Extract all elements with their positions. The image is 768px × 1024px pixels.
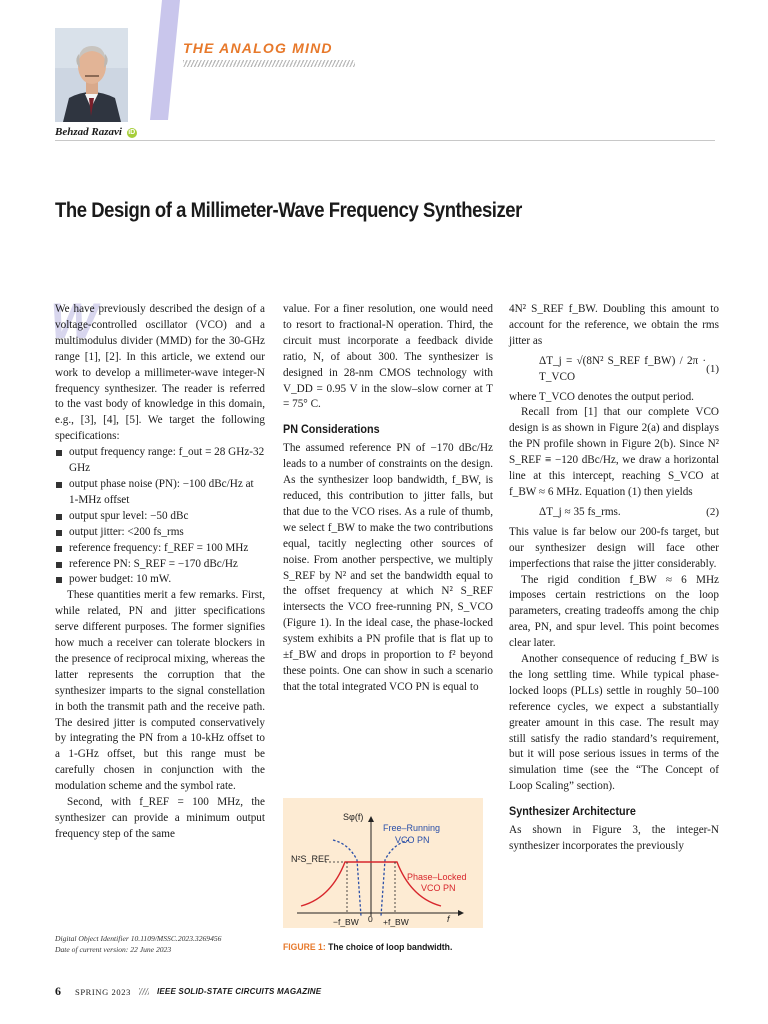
equation-1-number: (1) [706,362,719,375]
equation-1-body: ΔT_j = √(8N² S_REF f_BW) / 2π · T_VCO [539,354,707,383]
body-paragraph: Second, with f_REF = 100 MHz, the synthesizer can provide a minimum output frequency step of the same [55,796,265,840]
body-paragraph: where T_VCO denotes the output period. [509,390,694,403]
spec-item: output spur level: −50 dBc [55,509,265,525]
section-heading: Synthesizer Architecture [509,804,636,819]
doi-line: Digital Object Identifier 10.1109/MSSC.2023.3269456 [55,934,222,943]
spec-item: output phase noise (PN): −100 dBc/Hz at 1-MHz offset [55,477,265,509]
level-label: N²S_REF [291,854,330,864]
spec-item: power budget: 10 mW. [55,572,265,588]
body-paragraph: The assumed reference PN of −170 dBc/Hz leads to a number of constraints on the design. As the synthesizer loop bandwidth, f_BW, is reduced, this contribution to jitter falls, but that due to the VCO rises. As a rule of thumb, we select f_BW to make the two contributions equal, tacitly neglecting other sources of noise. From another perspective, we multiply S_REF by N² and set the bandwidth equal to the offset frequency at which N² S_REF intersects the VCO free-running PN, S_VCO (Figure 1). In the ideal case, the phase-locked system exhibits a PN profile that is flat up to ±f_BW and drops in proportion to f² beyond these points. One can show in such a scenario that the total integrated VCO PN is equal to [283,442,493,693]
body-paragraph: 4N² S_REF f_BW. Doubling this amount to account for the reference, we obtain the rms jitter as [509,303,719,347]
author-photo [55,28,128,122]
locked-label: VCO PN [421,883,456,893]
column-1 [55,302,265,843]
spec-item: output jitter: <200 fs_rms [55,525,265,541]
body-paragraph: As shown in Figure 3, the integer-N synthesizer incorporates the previously [509,824,719,852]
y-axis-label: Sφ(f) [343,812,364,822]
drop-cap: W [50,293,98,349]
y-axis-arrow [368,816,374,822]
figure-1 [283,798,483,928]
page-footer [55,984,321,999]
equation-1 [509,354,719,386]
author-name: Behzad Razavi [55,126,122,138]
tick-label: +f_BW [383,917,409,927]
footer-hatch [139,988,149,995]
spec-item: output frequency range: f_out = 28 GHz-32 GHz [55,445,265,477]
intro-paragraph: We have previously described the design of a voltage-controlled oscillator (VCO) and a multimodulus divider (MMD) for the 30-GHz range [1], [2]. In this article, we extend our work to develop a millimeter-wave integer-N frequency synthesizer. The reader is referred to the vast body of knowledge in this domain, e.g., [3], [4], [5]. We target the following specifications: [55,303,265,443]
equation-2-body: ΔT_j ≈ 35 fs_rms. [539,505,621,518]
body-paragraph: These quantities merit a few remarks. First, while related, PN and jitter specifications serve different purposes. The former signifies how much a receiver can tolerate blockers in the presence of reciprocal mixing, whereas the latter represents the corruption that the synthesizer imparts to the signal constellation in both the transmit path and the receive path. The desired jitter is computed conservatively by integrating the PN from a 10-kHz offset to a 1-GHz offset, but this range must be carefully chosen in conjunction with the modulation scheme and the symbol rate. [55,589,265,793]
issue-season: SPRING 2023 [75,986,131,997]
column-3 [509,302,719,855]
header-rule [55,140,715,141]
x-axis-label: f [447,914,450,924]
date-line: Date of current version: 22 June 2023 [55,945,172,954]
column-2 [283,302,493,696]
equation-2-number: (2) [706,505,719,518]
body-paragraph: The rigid condition f_BW ≈ 6 MHz imposes certain restrictions on the loop parameters, creating tradeoffs among the chip area, PN, and spur level. This point becomes clear later. [509,573,719,650]
author-byline [55,126,137,138]
spec-list [55,445,265,588]
column-title: THE ANALOG MIND [183,40,333,56]
body-paragraph: Another consequence of reducing f_BW is the long settling time. While typical phase-locked loops (PLLs) settle in roughly 50–100 reference cycles, we expect a substantially greater amount in this case. The result may still satisfy the radio standard’s requirement, but it will pose serious issues in terms of the simulation time (see the “The Concept of Loop Scaling” section). [509,653,719,793]
equation-2 [509,505,719,521]
page-number: 6 [55,984,61,998]
free-running-label: VCO PN [395,835,430,845]
spec-item: reference PN: S_REF = −170 dBc/Hz [55,557,265,573]
body-paragraph: This value is far below our 200-fs target, but our synthesizer design will face other imperfections that raise the jitter considerably. [509,525,719,570]
section-heading: PN Considerations [283,422,380,437]
header-accent-stripe [150,0,180,120]
body-paragraph: Recall from [1] that our complete VCO design is as shown in Figure 2(a) and displays the PN profile shown in Figure 2(b). Since N² S_REF ≡ −120 dBc/Hz, we draw a horizontal line at this intercept, reaching S_VCO at f_BW ≈ 6 MHz. Equation (1) then yields [509,406,719,498]
figure-1-plot [283,798,483,928]
spec-item: reference frequency: f_REF = 100 MHz [55,541,265,557]
figure-caption [283,942,452,953]
column-title-hatch [183,60,355,67]
magazine-name: IEEE SOLID-STATE CIRCUITS MAGAZINE [156,987,322,996]
locked-label: Phase–Locked [407,872,467,882]
free-running-label: Free–Running [383,823,441,833]
tick-label: 0 [368,914,373,924]
orcid-icon[interactable]: iD [128,129,136,136]
doi-block [55,933,221,955]
tick-label: −f_BW [333,917,359,927]
figure-caption-text: The choice of loop bandwidth. [328,942,453,953]
figure-caption-label: FIGURE 1: [283,942,326,953]
body-paragraph: value. For a finer resolution, one would need to resort to fractional-N operation. Third, the circuit must incorporate a feedback divide ratio, N, of about 300. The synthesizer is designed in 28-nm CMOS technology with V_DD = 0.95 V in the slow–slow corner at T = 75° C. [283,303,493,411]
article-title: The Design of a Millimeter-Wave Frequency Synthesizer [55,199,522,222]
x-axis-arrow [458,910,464,916]
